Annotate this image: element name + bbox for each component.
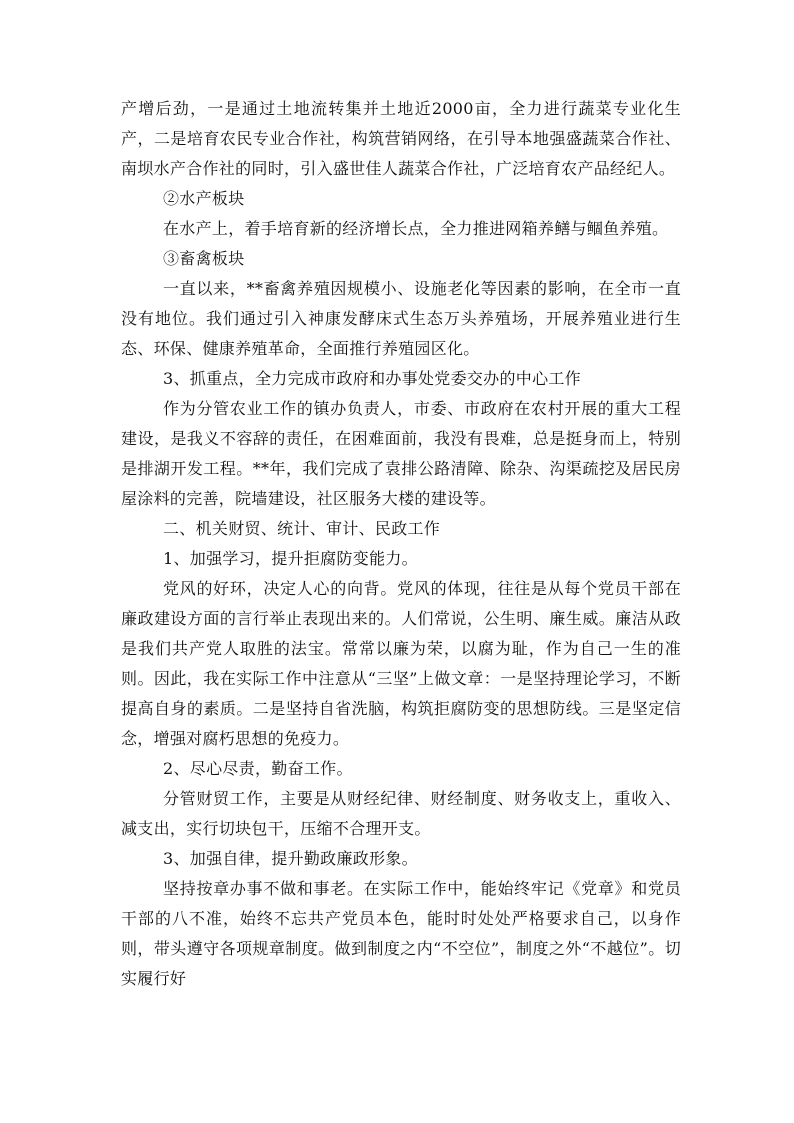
section-heading-finance: 二、机关财贸、统计、审计、民政工作 xyxy=(163,519,441,538)
paragraph-key-work: 作为分管农业工作的镇办负责人，市委、市政府在农村开展的重大工程建设，是我义不容辞的责任，在困难面前，我没有畏难，总是挺身而上，特别是排湖开发工程。**年，我们完成了袁排公路清障、除杂、沟渠疏挖及居民房屋涂料的完善，院墙建设，社区服务大楼的建设等。 xyxy=(121,399,681,508)
paragraph-livestock: 一直以来，**畜禽养殖因规模小、设施老化等因素的影响，在全市一直没有地位。我们通过引入神康发酵床式生态万头养殖场，开展养殖业进行生态、环保、健康养殖革命，全面推行养殖园区化。 xyxy=(121,279,681,358)
subheading-diligence: 2、尽心尽责，勤奋工作。 xyxy=(163,759,353,778)
subheading-aquatic: ②水产板块 xyxy=(163,189,245,208)
paragraph-self-discipline: 坚持按章办事不做和事老。在实际工作中，能始终牢记《党章》和党员干部的八不准，始终不忘共产党员本色，能时时处处严格要求自己，以身作则，带头遵守各项规章制度。做到制度之内“不空位”，制度之外“不越位”。切实履行好 xyxy=(121,879,681,988)
subheading-self-discipline: 3、加强自律，提升勤政廉政形象。 xyxy=(163,849,418,868)
subheading-key-work: 3、抓重点，全力完成市政府和办事处党委交办的中心工作 xyxy=(163,369,581,388)
paragraph-study: 党风的好环，决定人心的向背。党风的体现，往往是从每个党员干部在廉政建设方面的言行举止表现出来的。人们常说，公生明、廉生威。廉洁从政是我们共产党人取胜的法宝。常常以廉为荣，以腐为耻，作为自己一生的准则。因此，我在实际工作中注意从“三坚”上做文章：一是坚持理论学习，不断提高自身的素质。二是坚持自省洗脑，构筑拒腐防变的思想防线。三是坚定信念，增强对腐朽思想的免疫力。 xyxy=(121,579,681,748)
paragraph-diligence: 分管财贸工作，主要是从财经纪律、财经制度、财务收支上，重收入、减支出，实行切块包干，压缩不合理开支。 xyxy=(121,789,681,838)
paragraph-1: 产增后劲，一是通过土地流转集并土地近2000亩，全力进行蔬菜专业化生产，二是培育农民专业合作社，构筑营销网络，在引导本地强盛蔬菜合作社、南坝水产合作社的同时，引入盛世佳人蔬菜合作社，广泛培育农产品经纪人。 xyxy=(121,99,681,178)
subheading-study: 1、加强学习，提升拒腐防变能力。 xyxy=(163,549,418,568)
subheading-livestock: ③畜禽板块 xyxy=(163,249,245,268)
paragraph-aquatic: 在水产上，着手培育新的经济增长点，全力推进网箱养鳝与鲴鱼养殖。 xyxy=(163,219,669,238)
document-body xyxy=(121,94,681,994)
